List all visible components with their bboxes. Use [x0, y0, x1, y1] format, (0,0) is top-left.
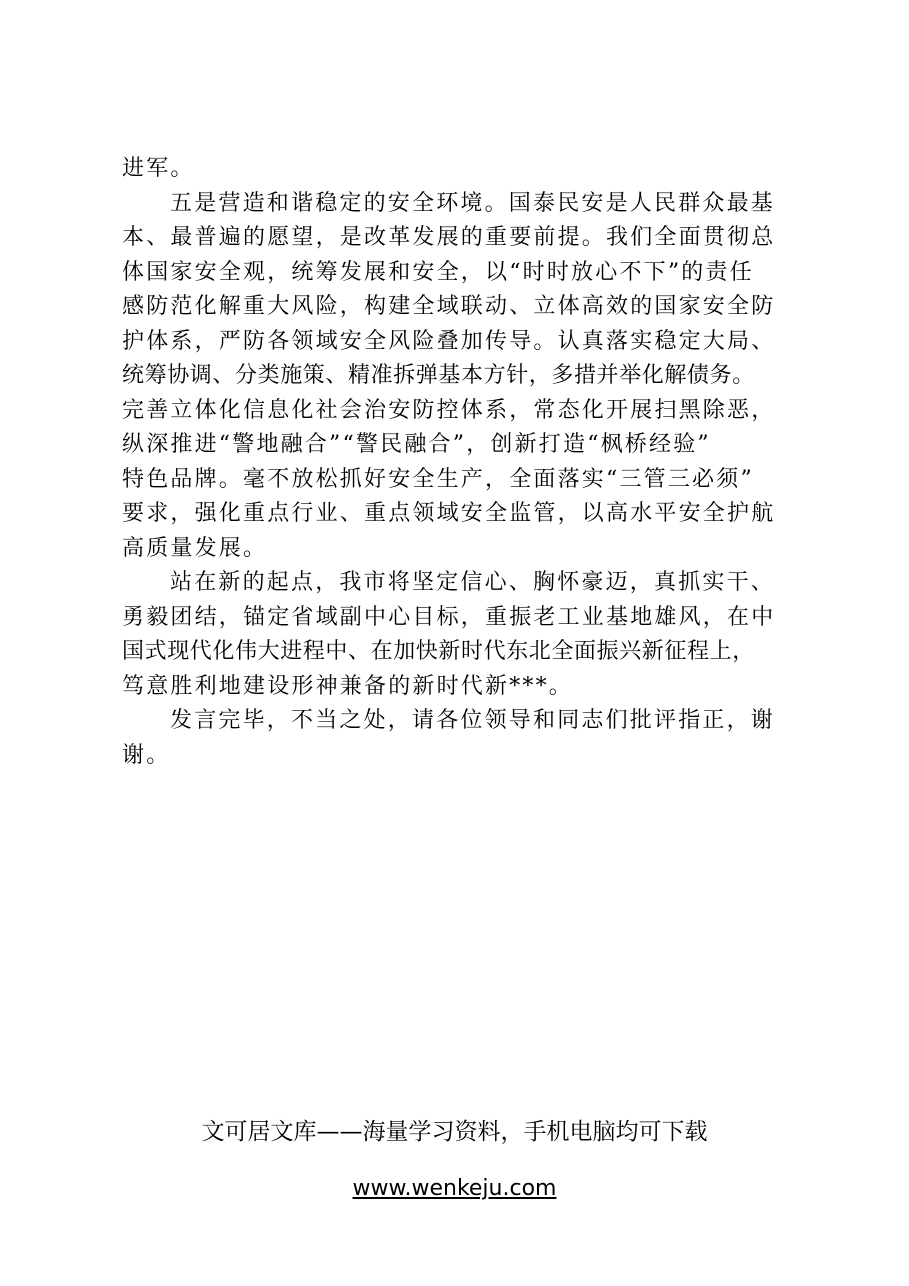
text-line: 国式现代化伟大进程中、在加快新时代东北全面振兴新征程上， — [122, 639, 755, 664]
text-line: 本、最普遍的愿望，是改革发展的重要前提。我们全面贯彻总 — [122, 225, 776, 250]
text-line: 要求，强化重点行业、重点领域安全监管，以高水平安全护航 — [122, 501, 776, 526]
footer-title: 文可居文库——海量学习资料，手机电脑均可下载 — [201, 1119, 708, 1145]
paragraph-start-line: 站在新的起点，我市将坚定信心、胸怀豪迈，真抓实干、 — [170, 570, 776, 595]
text-line: 统筹协调、分类施策、精准拆弹基本方针，多措并举化解债务。 — [122, 363, 755, 388]
text-line: 勇毅团结，锚定省域副中心目标，重振老工业基地雄风，在中 — [122, 604, 776, 630]
paragraph-start-line: 发言完毕，不当之处，请各位领导和同志们批评指正，谢 — [170, 708, 776, 733]
text-line: 特色品牌。毫不放松抓好安全生产，全面落实“三管三必须” — [122, 466, 754, 492]
text-line: 体国家安全观，统筹发展和安全，以“时时放心不下”的责任 — [122, 259, 754, 285]
text-line: 高质量发展。 — [122, 535, 268, 561]
text-line: 谢。 — [122, 742, 171, 768]
text-line: 完善立体化信息化社会治安防控体系，常态化开展扫黑除恶， — [122, 397, 776, 423]
text-line: 感防范化解重大风险，构建全域联动、立体高效的国家安全防 — [122, 294, 776, 319]
footer-link-container — [0, 1172, 909, 1206]
document-body — [122, 152, 802, 773]
text-line: 纵深推进“警地融合”“警民融合”，创新打造“枫桥经验” — [122, 432, 711, 457]
website-link[interactable]: www.wenkeju.com — [352, 1176, 557, 1201]
paragraph-start-line: 五是营造和谐稳定的安全环境。国泰民安是人民群众最基 — [170, 190, 776, 216]
text-line: 笃意胜利地建设形神兼备的新时代新***。 — [122, 673, 574, 699]
text-line: 进军。 — [122, 156, 195, 181]
text-line: 护体系，严防各领域安全风险叠加传导。认真落实稳定大局、 — [122, 328, 776, 354]
